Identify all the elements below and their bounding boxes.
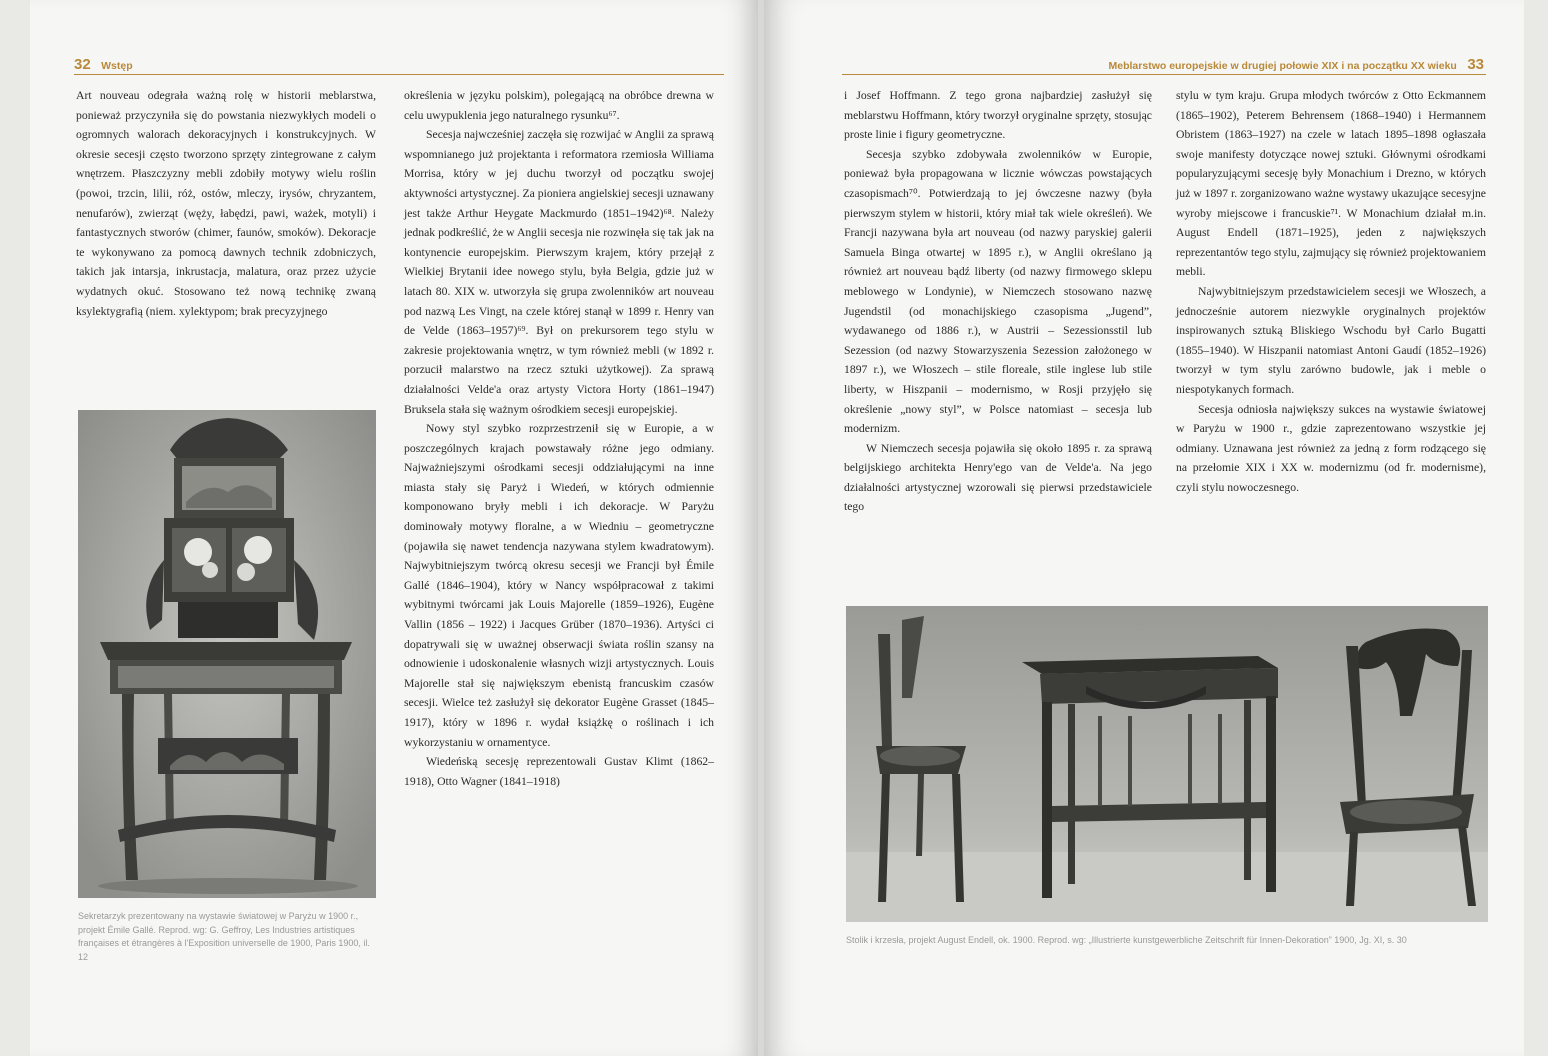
- header-rule-left: [74, 74, 724, 75]
- paragraph: Secesja najwcześniej zaczęła się rozwijać w Anglii za sprawą wspomnianego już projektanta i reformatora rzemiosła Williama Morrisa, który w jej duchu tworzył od początku swojej aktywności artystycznej. Za pioniera angielskiej secesji uznawany jest także Arthur Heygate Mackmurdo (1851–1942)⁶⁸. Należy jednak podkreślić, że w Anglii secesja nie rozwinęła się tak jak na kontynencie europejskim. Pierwszym krajem, który przejął z Wielkiej Brytanii idee nowego stylu, była Belgia, gdzie już w latach 80. XIX w. utworzyła się grupa zwolenników art nouveau pod nazwą Les Vingt, na czele której stanął w 1899 r. Henry van de Velde (1863–1957)⁶⁹. Był on prekursorem tego stylu w zakresie projektowania wnętrz, w tym również mebli (w 1892 r. porzucił malarstwo na rzecz sztuki użytkowej). Za sprawą działalności Velde'a oraz artysty Victora Horty (1861–1947) Bruksela stała się ważnym ośrodkiem secesji europejskiej.: [404, 128, 714, 416]
- paragraph: stylu w tym kraju. Grupa młodych twórców z Otto Eckmannem (1865–1902), Peterem Behrensem (1868–1940) i Hermannem Obristem (1863–1927) na czele w latach 1895–1898 ogłaszała swoje manifesty dotyczące nowej sztuki. Głównymi ośrodkami popularyzującymi secesję były Monachium i Drezno, w których już w 1897 r. zorganizowano ważne wystawy ukazujące secesyjne wyroby miejscowe i francuskie⁷¹. W Monachium działał m.in. August Endell (1871–1925), jeden z największych reprezentantów tego stylu, zajmujący się również projektowaniem mebli.: [1176, 89, 1486, 279]
- page-number-right: 33: [1467, 56, 1484, 73]
- paragraph: Art nouveau odegrała ważną rolę w historii meblarstwa, ponieważ przyczyniła się do powstania niezwykłych modeli o ogromnych walorach dekoracyjnych i konstrukcyjnych. W okresie secesji często tworzono sprzęty zintegrowane z całym wnętrzem. Płaszczyzny mebli zdobiły motywy wielu roślin (powoi, trzcin, lilii, róż, ostów, mleczy, irysów, chryzantem, nenufarów), zwierząt (węży, łabędzi, pawi, ważek, motyli) i fantastycznych stworów (chimer, faunów, smoków). Dekoracje te wykonywano za pomocą dawnych technik zdobniczych, takich jak intarsja, inkrustacja, malatura, oraz przez użycie wydatnych okuć. Stosowano też nową technikę zwaną ksylektygrafią (niem. xylektypom; brak precyzyjnego: [76, 89, 376, 318]
- left-column-1: [76, 86, 376, 321]
- paragraph: W Niemczech secesja pojawiła się około 1895 r. za sprawą belgijskiego architekta Henry'ego van de Velde'a. Na jego działalności artystycznej wzorowali się pierwsi przedstawiciele tego: [844, 441, 1152, 514]
- left-page: [30, 0, 760, 1056]
- running-title-right: Meblarstwo europejskie w drugiej połowie XIX i na początku XX wieku: [1108, 60, 1457, 72]
- right-header: [1109, 56, 1484, 74]
- figure-caption-left: Sekretarzyk prezentowany na wystawie światowej w Paryżu w 1900 r., projekt Émile Gallé. Reprod. wg: G. Geffroy, Les Industries artistiques françaises et étrangères à l'Exposition universelle de 1900, Paris 1900, il. 12: [78, 911, 370, 962]
- table-chairs-photo: [846, 606, 1488, 922]
- running-title-left: Wstęp: [101, 60, 133, 72]
- paragraph: określenia w języku polskim), polegającą na obróbce drewna w celu uwypuklenia jego naturalnego rysunku⁶⁷.: [404, 89, 714, 122]
- right-page: [764, 0, 1524, 1056]
- paragraph: i Josef Hoffmann. Z tego grona najbardziej zasłużył się meblarstwu Hoffmann, który tworzył oryginalne sprzęty, stosując proste linie i figury geometryczne.: [844, 89, 1152, 142]
- left-column-2: [404, 86, 714, 791]
- figure-caption-right: Stolik i krzesła, projekt August Endell, ok. 1900. Reprod. wg: „Illustrierte kunstgewerbliche Zeitschrift für Innen-Dekoration” 1900, Jg. XI, s. 30: [846, 935, 1407, 945]
- paragraph: Wiedeńską secesję reprezentowali Gustav Klimt (1862–1918), Otto Wagner (1841–1918): [404, 755, 714, 788]
- left-header: [74, 56, 133, 74]
- secretaire-illustration: [78, 410, 376, 898]
- page-number-left: 32: [74, 56, 91, 73]
- right-column-1: [844, 86, 1152, 517]
- right-column-2: [1176, 86, 1486, 497]
- paragraph: Secesja odniosła największy sukces na wystawie światowej w Paryżu w 1900 r., gdzie zaprezentowano wszystkie jej odmiany. Uznawana jest również za jedną z form rodzącego się na przełomie XIX i XX w. modernizmu (od fr. modernisme), czyli stylu nowoczesnego.: [1176, 402, 1486, 494]
- table-chairs-illustration: [846, 606, 1488, 922]
- secretaire-photo: [78, 410, 376, 898]
- header-rule-right: [842, 74, 1486, 75]
- paragraph: Secesja szybko zdobywała zwolenników w Europie, ponieważ była propagowana w licznie wówczas powstających czasopismach⁷⁰. Potwierdzają to jej ówczesne nazwy (była pierwszym stylem w historii, który miał tak wiele określeń). We Francji nazywana była art nouveau (od nazwy paryskiej galerii Samuela Binga otwartej w 1895 r.), w Anglii określano ją również art nouveau bądź liberty (od nazwy firmowego sklepu meblowego w Londynie), w Niemczech stosowano nazwę Jugendstil (od monachijskiego czasopisma „Jugend”, wydawanego od 1886 r.), w Austrii – Sezessionsstil lub Sezession (od nazwy Stowarzyszenia Sezession założonego w 1897 r.), we Włoszech – stile floreale, stile inglese lub stile liberty, w Hiszpanii – modernismo, w Rosji przyjęło się określenie „nowy styl”, w Polsce natomiast – secesja lub modernizm.: [844, 147, 1152, 436]
- paragraph: Nowy styl szybko rozprzestrzenił się w Europie, a w poszczególnych krajach powstawały różne jego odmiany. Najważniejszymi ośrodkami secesji oddziałującymi na inne miasta stały się Paryż i Wiedeń, w których odmiennie komponowano bryły mebli i ich dekoracje. W Paryżu dominowały motywy floralne, a w Wiedniu – geometryczne (pojawiła się nawet tendencja nazywana stylem kwadratowym). Najwybitniejszym twórcą okresu secesji we Francji był Émile Gallé (1846–1904), który w Nancy współpracował z takimi wybitnymi twórcami jak Louis Majorelle (1859–1926), Eugène Vallin (1856 – 1922) i Jacques Grüber (1870–1936). Artyści ci dopatrywali się w uważnej obserwacji świata roślin szansy na odnowienie i udoskonalenie własnych wizji artystycznych. Louis Majorelle stał się największym ebenistą francuskim czasów secesji. Wielce też zasłużył się dekorator Eugène Grasset (1845–1917), który w 1896 r. wydał książkę o roślinach i ich wykorzystaniu w ornamentyce.: [404, 422, 714, 749]
- paragraph: Najwybitniejszym przedstawicielem secesji we Włoszech, a jednocześnie autorem niezwykle oryginalnych projektów inspirowanych sztuką Bliskiego Wschodu był Carlo Bugatti (1855–1940). W Hiszpanii natomiast Antoni Gaudí (1852–1926) tworzył w tym stylu zarówno budowle, jak i meble o niespotykanych formach.: [1176, 284, 1486, 396]
